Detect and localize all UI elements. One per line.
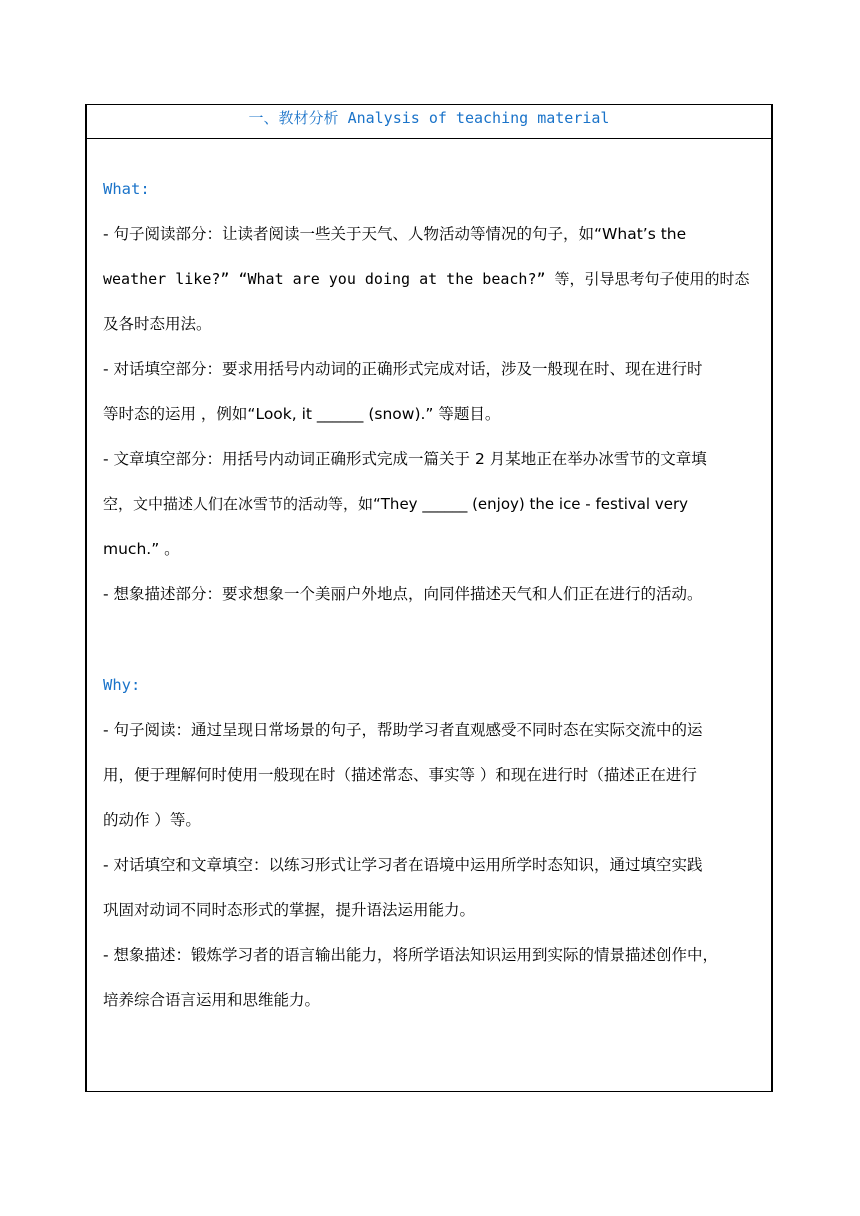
why-line-2: 用，便于理解何时使用一般现在时（描述常态、事实等 ）和现在进行时（描述正在进行 xyxy=(103,766,697,784)
why-line-7: 培养综合语言运用和思维能力。 xyxy=(103,991,321,1009)
what-line-3: 及各时态用法。 xyxy=(103,315,212,333)
what-line-6: - 文章填空部分：用括号内动词正确形式完成一篇关于 2 月某地正在举办冰雪节的文章填 xyxy=(103,450,707,468)
what-line-1: - 句子阅读部分：让读者阅读一些关于天气、人物活动等情况的句子，如“What’s the xyxy=(103,225,687,243)
why-line-5: 巩固对动词不同时态形式的掌握，提升语法运用能力。 xyxy=(103,901,476,919)
table-header: 一、教材分析 Analysis of teaching material xyxy=(87,105,771,139)
why-label: Why: xyxy=(103,676,141,694)
what-line-5: 等时态的运用 ，例如“Look, it ______ (snow).” 等题目。 xyxy=(103,405,501,423)
why-line-4: - 对话填空和文章填空：以练习形式让学习者在语境中运用所学时态知识，通过填空实践 xyxy=(103,856,703,874)
what-label: What: xyxy=(103,180,150,198)
what-line-4: - 对话填空部分：要求用括号内动词的正确形式完成对话，涉及一般现在时、现在进行时 xyxy=(103,360,703,378)
why-line-1: - 句子阅读：通过呈现日常场景的句子，帮助学习者直观感受不同时态在实际交流中的运 xyxy=(103,721,703,739)
what-line-2: weather like?” “What are you doing at the beach?” 等，引导思考句子使用的时态 xyxy=(103,270,750,288)
why-line-3: 的动作 ）等。 xyxy=(103,811,201,829)
what-line-8: much.” 。 xyxy=(103,540,180,558)
why-line-6: - 想象描述：锻炼学习者的语言输出能力，将所学语法知识运用到实际的情景描述创作中， xyxy=(103,946,719,964)
what-line-9: - 想象描述部分：要求想象一个美丽户外地点，向同伴描述天气和人们正在进行的活动。 xyxy=(103,585,703,603)
what-line-7: 空，文中描述人们在冰雪节的活动等，如“They ______ (enjoy) the ice - festival very xyxy=(103,495,689,513)
teaching-analysis-table xyxy=(85,104,773,1092)
